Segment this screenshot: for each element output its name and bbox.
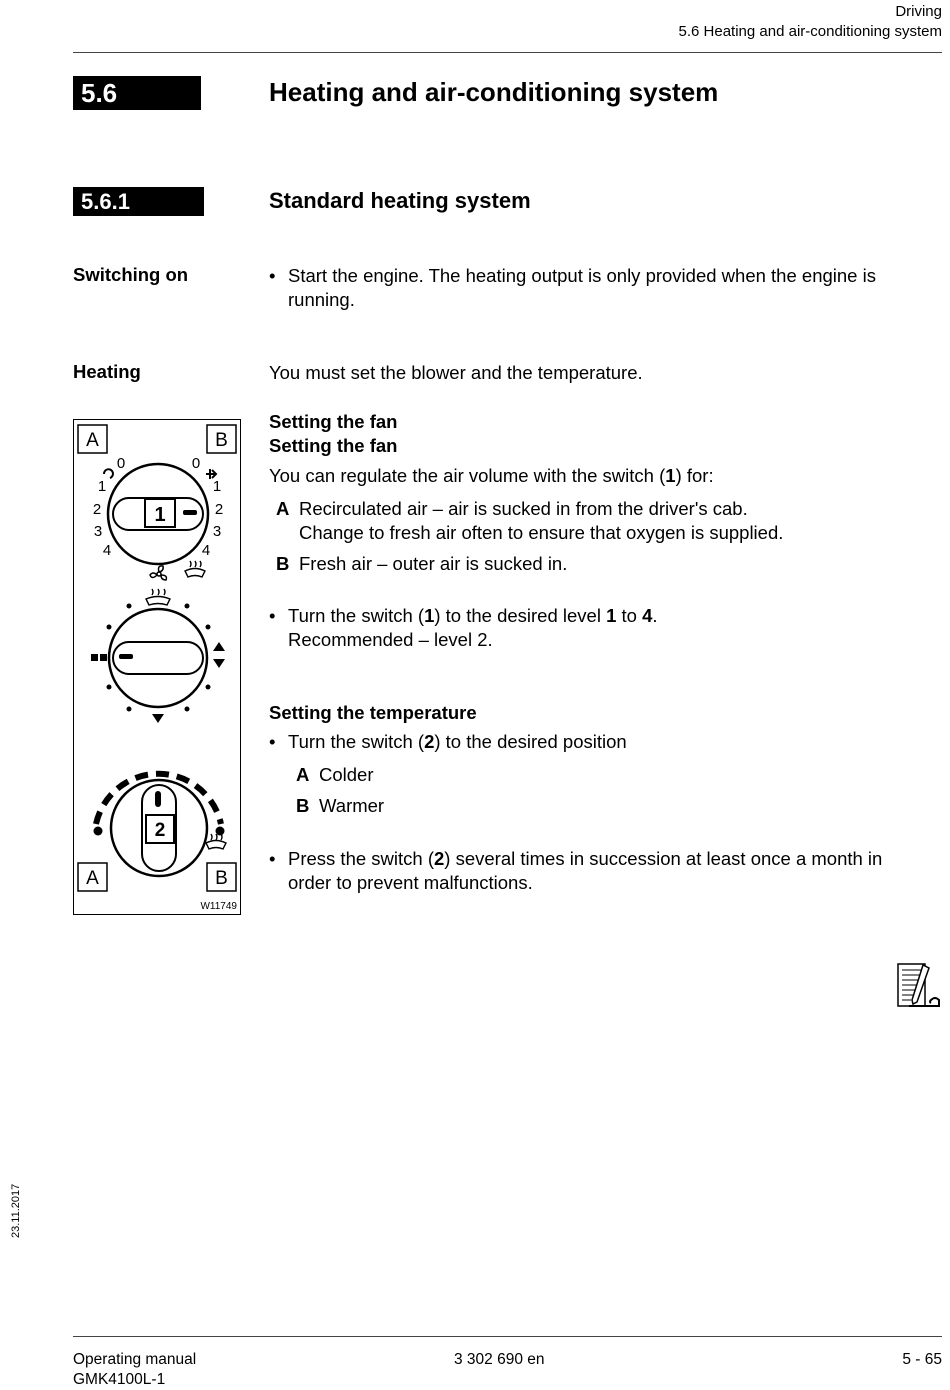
temperature-press-bullet: • Press the switch (2) several times in succession at least once a month in order to prevent malfunctions. xyxy=(269,847,950,895)
svg-text:2: 2 xyxy=(214,501,224,518)
svg-text:3: 3 xyxy=(93,523,103,540)
footer-doc-number: 3 302 690 en xyxy=(454,1351,545,1368)
print-date: 23.11.2017 xyxy=(10,1183,22,1238)
figure-id: W11749 xyxy=(200,901,237,912)
switching-on-line2: running. xyxy=(288,289,355,310)
fan-heading-line1: Setting the fan xyxy=(269,411,398,432)
svg-text:1: 1 xyxy=(154,504,166,526)
switching-on-line1: • Start the engine. The heating output is only provided when the engine is xyxy=(288,265,876,286)
fan-item-a: A Recirculated air – air is sucked in from the driver's cab. Change to fresh air often to ensure that oxygen is supplied. xyxy=(276,497,946,545)
subsection-number-box xyxy=(73,187,204,216)
footer-doc-title: Operating manual xyxy=(73,1351,197,1368)
svg-text:A: A xyxy=(86,868,99,889)
fan-intro: You can regulate the air volume with the switch (1) for: xyxy=(269,465,714,486)
temperature-item-b: B Warmer xyxy=(296,795,385,816)
svg-text:2: 2 xyxy=(154,820,166,841)
figure-label-b-top xyxy=(207,425,236,453)
fan-item-a-line2: Change to fresh air often to ensure that oxygen is supplied. xyxy=(299,522,784,543)
fan-turn-bullet: • Turn the switch (1) to the desired level 1 to 4. Recommended – level 2. xyxy=(269,604,950,652)
maintenance-note-icon xyxy=(895,962,941,1010)
footer-document xyxy=(73,1350,196,1390)
footer-doc-model: GMK4100L-1 xyxy=(73,1371,166,1388)
section-number: 5.6 xyxy=(81,78,118,108)
svg-text:3: 3 xyxy=(212,523,222,540)
switching-on-label: Switching on xyxy=(73,264,189,285)
svg-text:B: B xyxy=(215,430,228,451)
svg-text:0: 0 xyxy=(116,455,126,472)
svg-text:1: 1 xyxy=(97,478,107,495)
header-chapter: Driving xyxy=(895,3,942,20)
header-section: 5.6 Heating and air-conditioning system xyxy=(678,23,942,40)
heating-label: Heating xyxy=(73,361,141,382)
temperature-item-a: A Colder xyxy=(296,764,374,785)
section-number-box xyxy=(73,76,201,110)
header-rule xyxy=(73,52,942,53)
figure-label-b-bottom xyxy=(207,863,236,891)
fan-item-b: B Fresh air – outer air is sucked in. xyxy=(276,553,568,574)
svg-text:A: A xyxy=(86,430,99,451)
svg-text:2: 2 xyxy=(92,501,102,518)
svg-text:4: 4 xyxy=(201,542,211,559)
running-header xyxy=(679,2,942,42)
svg-text:4: 4 xyxy=(102,542,112,559)
temperature-press-line2: order to prevent malfunctions. xyxy=(288,872,533,893)
figure-label-a-bottom xyxy=(78,863,107,891)
control-panel-figure xyxy=(73,419,242,915)
fan-heading xyxy=(269,410,397,458)
svg-text:1: 1 xyxy=(212,478,222,495)
svg-text:0: 0 xyxy=(191,455,201,472)
heating-intro: You must set the blower and the temperature. xyxy=(269,362,643,383)
switching-on-bullet xyxy=(269,264,950,312)
fan-recommended: Recommended – level 2. xyxy=(288,629,493,650)
subsection-number: 5.6.1 xyxy=(81,189,130,214)
subsection-title: Standard heating system xyxy=(269,188,531,213)
temperature-turn-bullet: • Turn the switch (2) to the desired position xyxy=(269,730,627,754)
footer-rule xyxy=(73,1336,942,1337)
footer-page-number: 5 - 65 xyxy=(902,1351,942,1368)
section-title: Heating and air-conditioning system xyxy=(269,77,719,107)
temperature-heading: Setting the temperature xyxy=(269,702,477,723)
fan-heading-line2: Setting the fan xyxy=(269,435,398,456)
svg-text:B: B xyxy=(215,868,228,889)
figure-label-a-top xyxy=(78,425,107,453)
